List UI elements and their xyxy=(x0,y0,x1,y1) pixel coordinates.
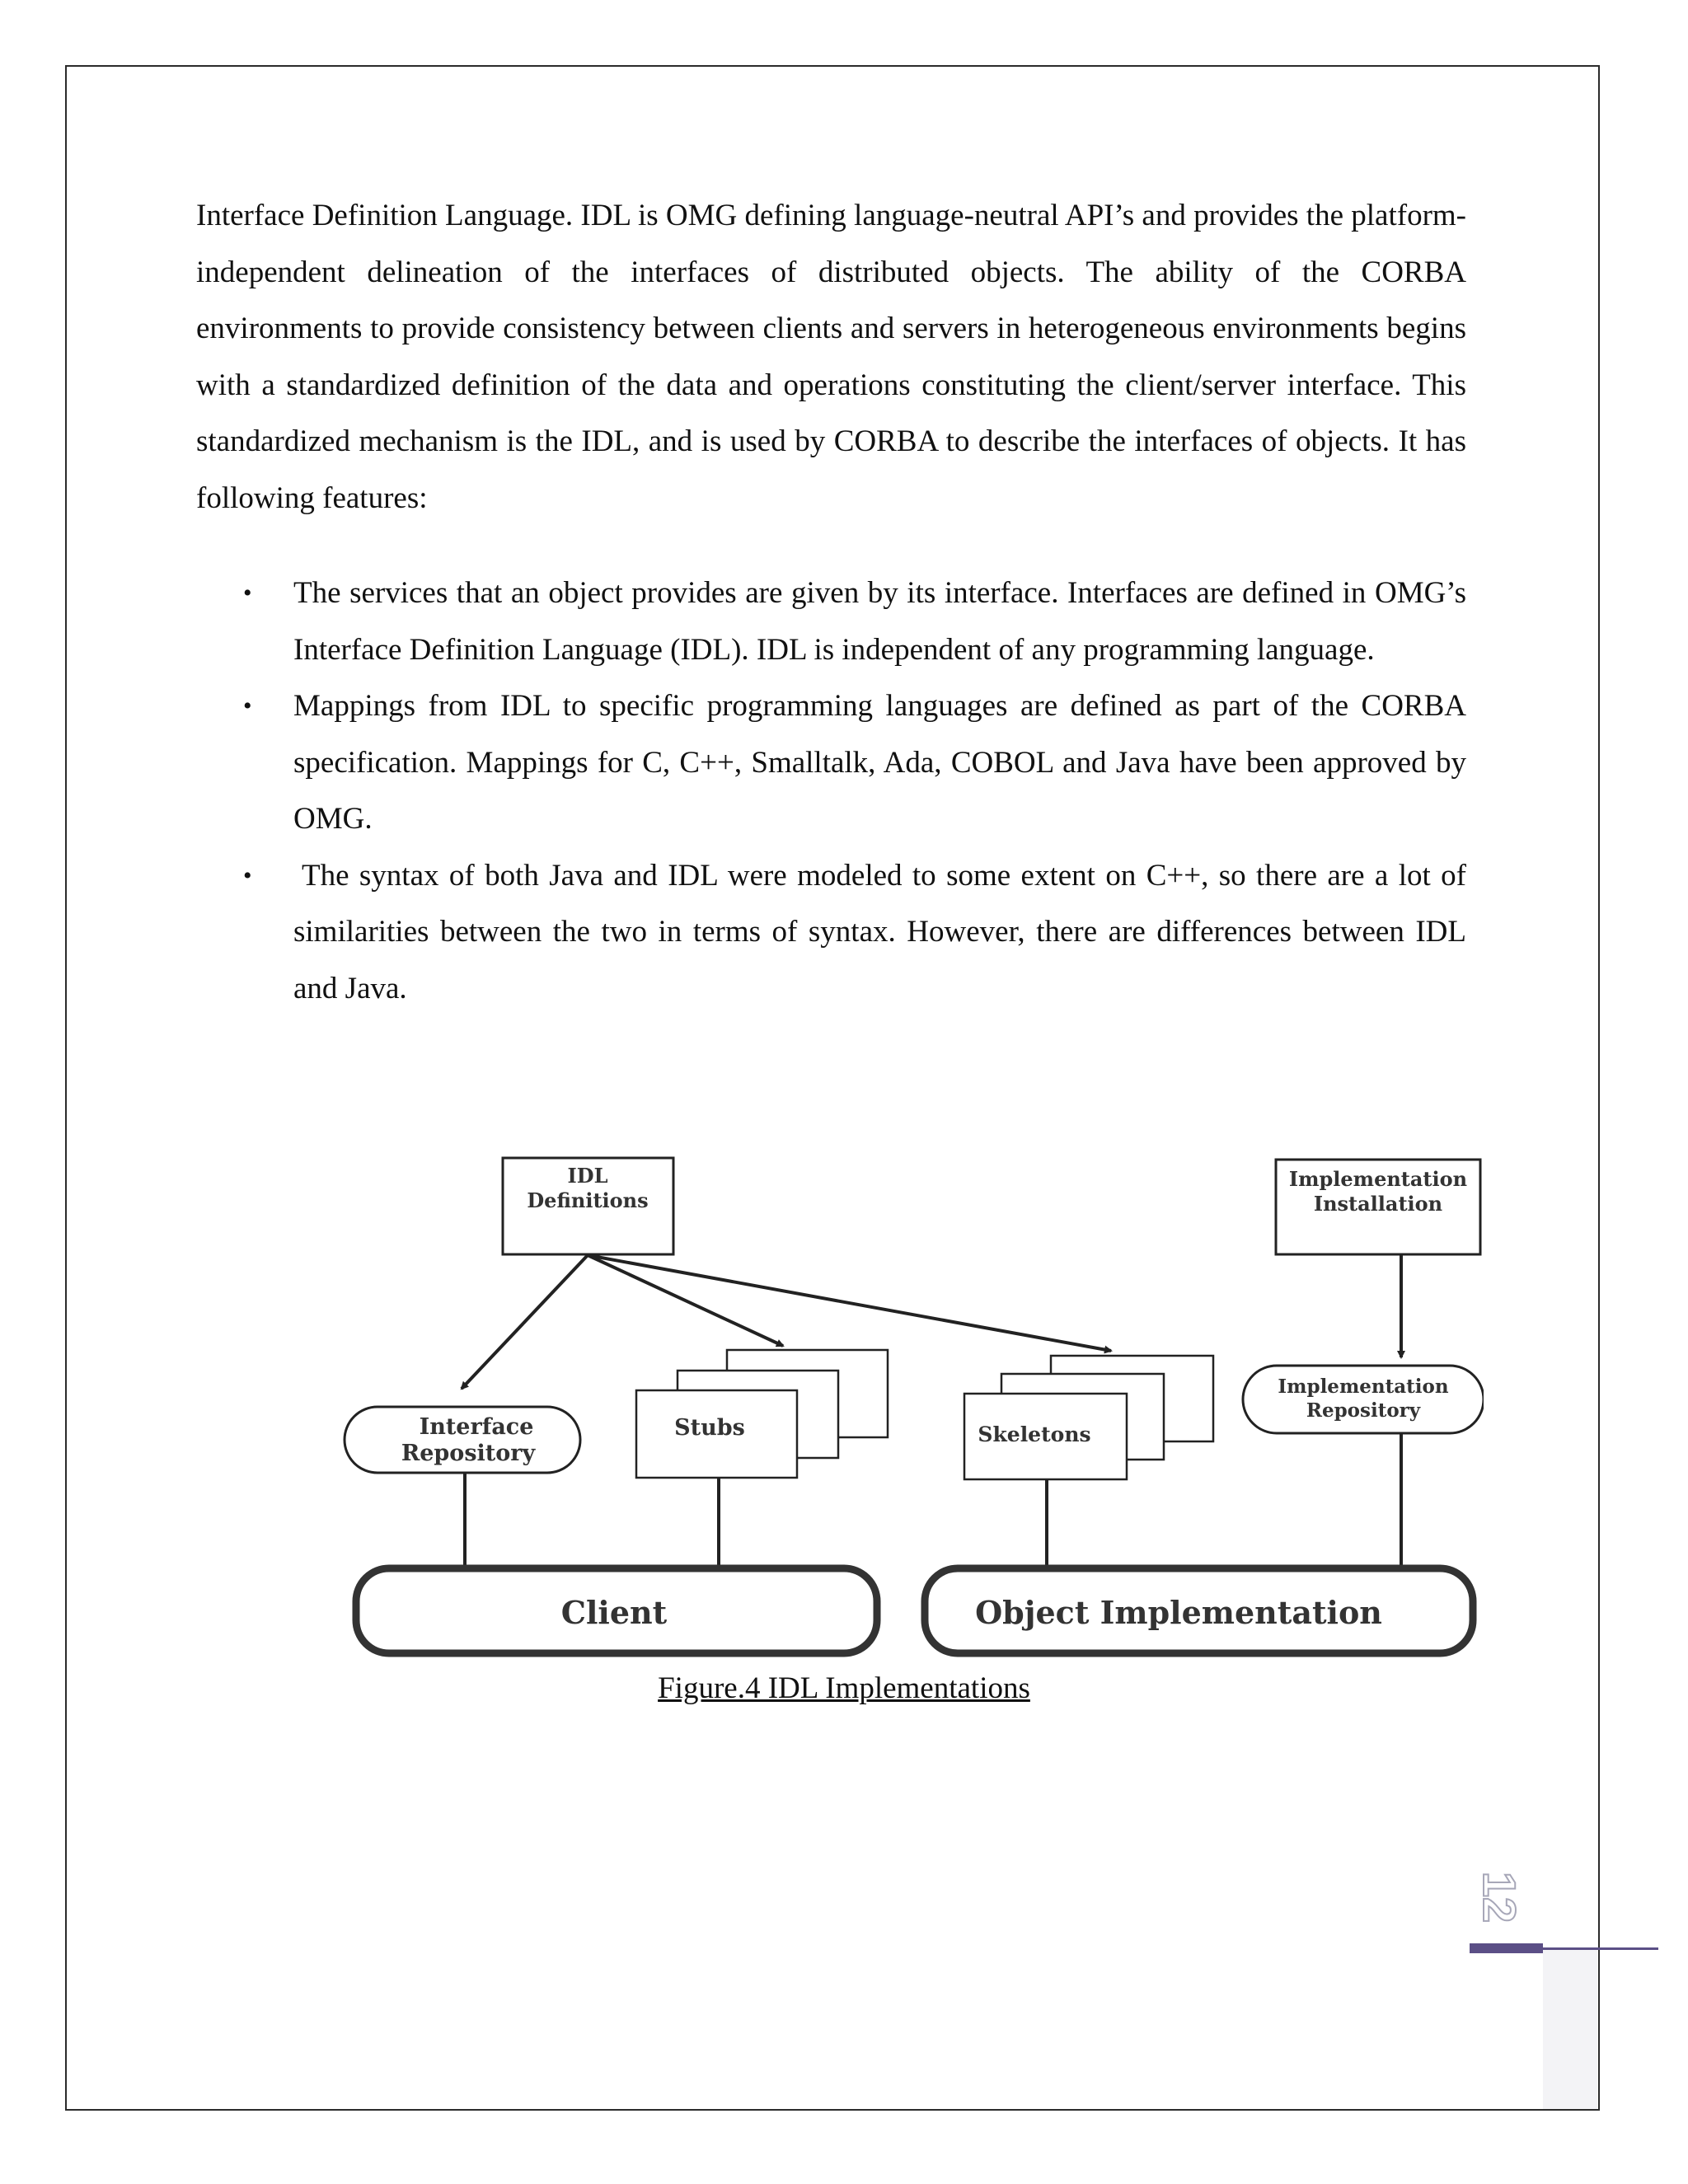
list-item-text: The syntax of both Java and IDL were modeled to some extent on C++, so there are a lot of similarities between the two in terms of syntax. However, there are differences between IDL and Java. xyxy=(293,858,1466,1005)
arrow-to-interface-repository xyxy=(462,1255,588,1389)
stubs-label: Stubs xyxy=(674,1415,745,1441)
implementation-repository-line2: Repository xyxy=(1306,1399,1421,1422)
implementation-installation-box xyxy=(1276,1160,1480,1254)
idl-definitions-line2: Definitions xyxy=(527,1188,649,1212)
list-item-text: The services that an object provides are given by its interface. Interfaces are defined in OMG’s Interface Definition Language (IDL). IDL is independent of any programming language. xyxy=(293,576,1466,667)
skeletons-label: Skeletons xyxy=(978,1422,1091,1446)
page-accent-line xyxy=(1543,1947,1658,1950)
arrow-to-skeletons xyxy=(588,1255,1111,1351)
stubs-stack xyxy=(636,1350,888,1478)
list-item-text: Mappings from IDL to specific programming languages are defined as part of the CORBA specification. Mappings for C, C++, Smalltalk, Ada, COBOL and Java have been approved by OMG. xyxy=(293,689,1466,836)
intro-paragraph: Interface Definition Language. IDL is OMG defining language-neutral API’s and provides the platform-independent delineation of the interfaces of distributed objects. The ability of the CORBA environments to provide consistency between clients and servers in heterogeneous environments begins with a standardized definition of the data and operations constituting the client/server interface. This standardized mechanism is the IDL, and is used by CORBA to describe the interfaces of objects. It has following features: xyxy=(196,199,1466,515)
object-implementation-bar xyxy=(925,1568,1473,1653)
interface-repository-line2: Repository xyxy=(401,1441,536,1466)
implementation-repository-shape xyxy=(1243,1366,1484,1433)
idl-diagram xyxy=(338,1150,1484,1669)
feature-list xyxy=(196,565,1466,1017)
interface-repository-line1: Interface xyxy=(419,1414,534,1440)
client-label: Client xyxy=(560,1594,668,1631)
implementation-repository-line1: Implementation xyxy=(1278,1376,1449,1398)
list-item xyxy=(196,678,1466,848)
idl-definitions-box xyxy=(503,1158,673,1254)
figure-caption: Figure.4 IDL Implementations xyxy=(658,1671,1030,1705)
page-number: 12 xyxy=(1474,1871,1526,1924)
implementation-installation-line1: Implementation xyxy=(1288,1167,1468,1191)
corner-shade xyxy=(1543,1950,1597,2109)
list-item xyxy=(196,848,1466,1018)
skeletons-stack xyxy=(964,1356,1213,1479)
idl-definitions-line1: IDL xyxy=(567,1164,608,1188)
interface-repository-shape xyxy=(345,1407,580,1473)
implementation-installation-line2: Installation xyxy=(1313,1192,1443,1216)
page-accent-bar xyxy=(1470,1943,1543,1953)
client-bar xyxy=(356,1568,877,1653)
arrow-to-stubs xyxy=(588,1255,783,1346)
list-item xyxy=(196,565,1466,678)
bullet-icon: • xyxy=(243,861,252,889)
object-implementation-label: Object Implementation xyxy=(975,1594,1382,1631)
bullet-icon: • xyxy=(243,579,252,607)
bullet-icon: • xyxy=(243,692,252,719)
